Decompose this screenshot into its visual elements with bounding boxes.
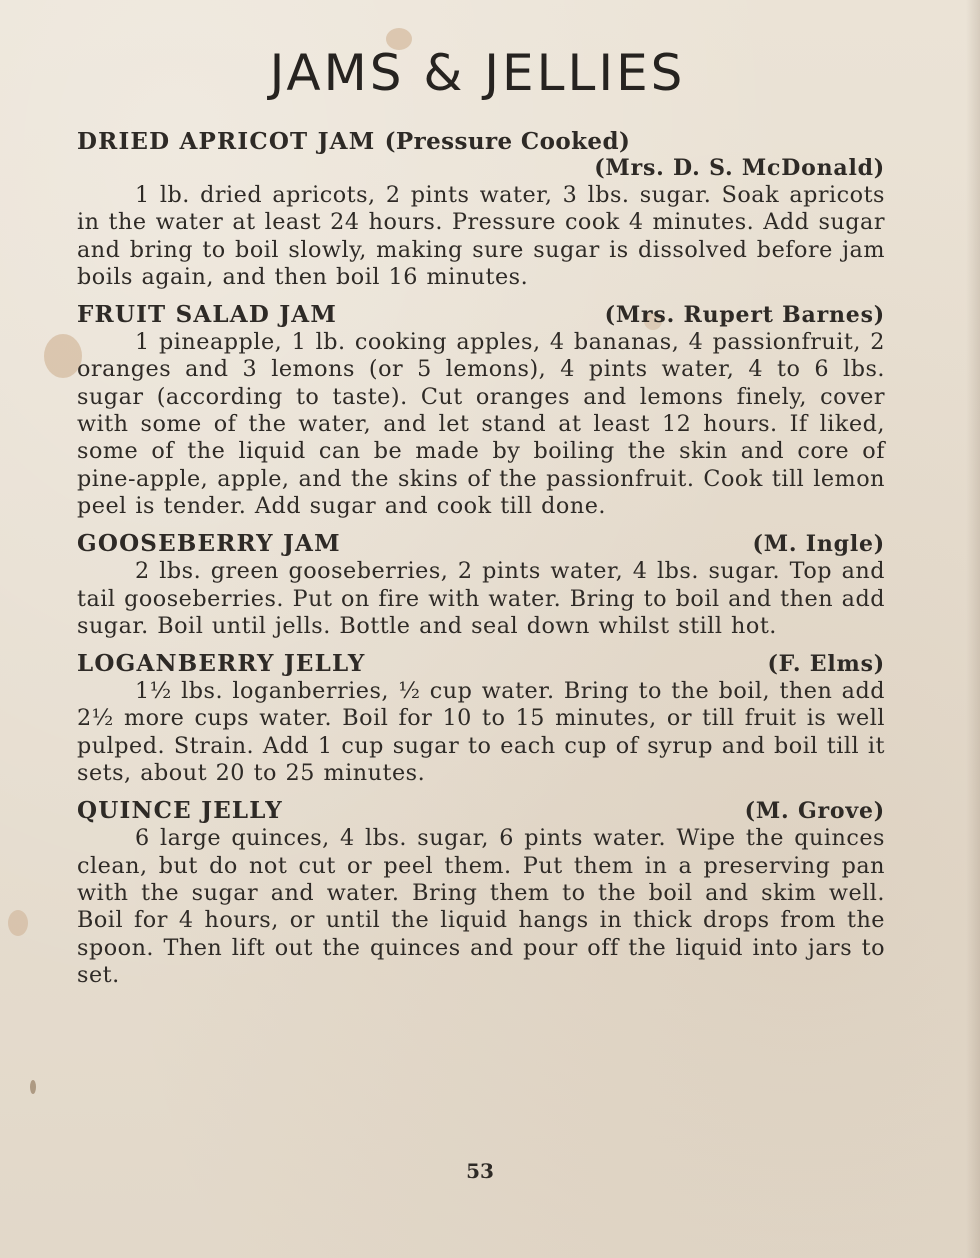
recipe-title: LOGANBERRY JELLY	[77, 650, 366, 678]
recipe-body: 1½ lbs. loganberries, ½ cup water. Bring to the boil, then add 2½ more cups water. Boil for 10 to 15 minutes, or till fruit is well pulped. Strain. Add 1 cup sugar to each cup of syrup and boil till it sets, about 20 to 25 minutes.	[77, 678, 885, 787]
recipe-header	[77, 650, 885, 678]
recipe-list	[77, 128, 885, 999]
recipe-quince-jelly	[77, 797, 885, 989]
recipe-credit: (M. Ingle)	[752, 531, 885, 558]
recipe-body: 1 pineapple, 1 lb. cooking apples, 4 bananas, 4 passionfruit, 2 oranges and 3 lemons (or 5 lemons), 4 pints water, 4 to 6 lbs. sugar (according to taste). Cut oranges and lemons finely, cover with some of the water, and let stand at least 12 hours. If liked, some of the liquid can be made by boiling the skin and core of pine-apple, apple, and the skins of the passionfruit. Cook till lemon peel is tender. Add sugar and cook till done.	[77, 329, 885, 519]
recipe-credit: (Mrs. Rupert Barnes)	[604, 302, 885, 329]
stain-spot	[30, 1080, 36, 1094]
recipe-title: QUINCE JELLY	[77, 797, 283, 825]
recipe-title: FRUIT SALAD JAM	[77, 301, 337, 329]
recipe-body: 1 lb. dried apricots, 2 pints water, 3 lbs. sugar. Soak apricots in the water at least 24 hours. Pressure cook 4 minutes. Add sugar and bring to boil slowly, making sure sugar is dissolved before jam boils again, and then boil 16 minutes.	[77, 182, 885, 290]
stain-spot	[8, 910, 28, 936]
page-number: 53	[466, 1159, 494, 1183]
recipe-body: 6 large quinces, 4 lbs. sugar, 6 pints water. Wipe the quinces clean, but do not cut or peel them. Put them in a preserving pan with the sugar and water. Bring them to the boil and skim well. Boil for 4 hours, or until the liquid hangs in thick drops from the spoon. Then lift out the quinces and pour off the liquid into jars to set.	[77, 825, 885, 988]
recipe-fruit-salad-jam	[77, 301, 885, 520]
recipe-header	[77, 530, 885, 558]
recipe-body: 2 lbs. green gooseberries, 2 pints water, 4 lbs. sugar. Top and tail gooseberries. Put on fire with water. Bring to boil and then add sugar. Boil until jells. Bottle and seal down whilst still hot.	[77, 558, 885, 639]
recipe-header	[77, 301, 885, 329]
recipe-gooseberry-jam	[77, 530, 885, 640]
recipe-header	[77, 797, 885, 825]
recipe-loganberry-jelly	[77, 650, 885, 787]
recipe-credit: (M. Grove)	[744, 798, 885, 825]
recipe-header	[77, 128, 885, 155]
recipe-credit: (F. Elms)	[767, 651, 885, 678]
recipe-note: (Pressure Cooked)	[384, 128, 631, 155]
recipe-dried-apricot-jam	[77, 128, 885, 291]
recipe-credit: (Mrs. D. S. McDonald)	[594, 155, 885, 181]
page-title: JAMS & JELLIES	[269, 44, 686, 102]
page-edge-shadow	[966, 0, 980, 1258]
recipe-title: GOOSEBERRY JAM	[77, 530, 341, 558]
recipe-title: DRIED APRICOT JAM (Pressure Cooked)	[77, 128, 631, 155]
